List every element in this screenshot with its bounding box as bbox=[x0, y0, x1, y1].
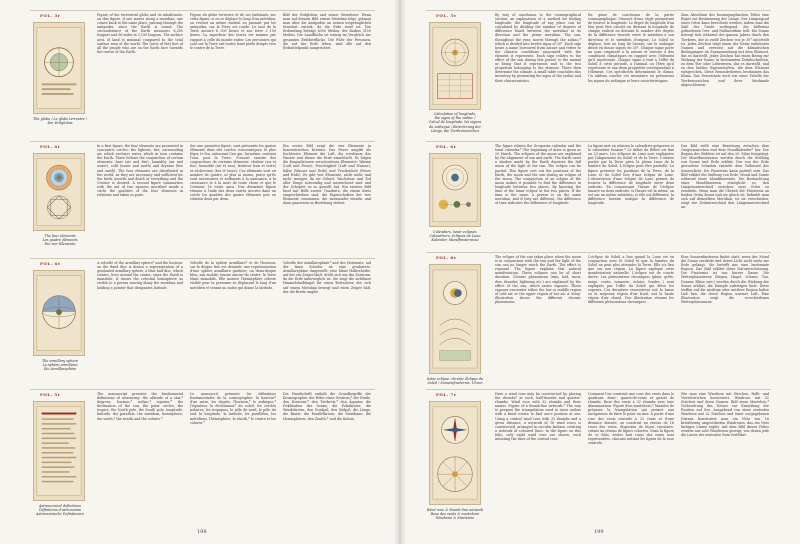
caption-line: Wind rose & thumb-line network bbox=[426, 508, 484, 512]
calendar-figure bbox=[429, 153, 481, 227]
caption-line: Astronomische Definitionen bbox=[36, 512, 84, 517]
row-divider bbox=[426, 252, 771, 253]
caption-line: Définitions d'astronomie bbox=[38, 508, 82, 513]
text-col-fr: La figure met en relation le calendrier grégorien et le calendrier lunaire.* Le début du Bélier est fixé au 20 mars. Les éclipses de Lune sont expliquées par l'alignement du Soleil et de la Terre. L'ombre portée par la Terre prive la pleine Lune de la lumière du Soleil. L'éclipse peut être partielle. La figure présente les positions de la Terre, de la Lune et du Soleil lors d'une éclipse de Lune. L'observation d'une éclipse de Lune permet de trouver la différence de longitude entre deux endroits. En connaissant l'heure de l'éclipse lunaire en deux endroits, si l'heure est la même, on est sur un même méridien; si elle est différente, la différence horaire indique la différence de longitude. bbox=[588, 144, 674, 206]
figure-caption bbox=[422, 112, 488, 133]
text-col-en: A volvelle of the armillary sphere* and the horizon: on the fixed disc is drawn a representation of a graduated armillary sphere, a blue half disc, which rotates, lives around the centre, since the Earth is immobile. It shows the celestial hemisphere as visible to a person moving along the meridian and holding a pointer that designates latitude. bbox=[97, 261, 183, 290]
lunar-eclipse-illustration bbox=[430, 154, 480, 226]
caption-line: Der Erdglobus bbox=[47, 121, 73, 126]
caption-line: Les quatre éléments bbox=[42, 238, 78, 243]
caption-line: Rose des vents & marteloire bbox=[430, 512, 480, 517]
caption-line: Länge, die Tierkreiszeichen bbox=[431, 128, 479, 133]
globe-illustration bbox=[34, 23, 84, 113]
text-col-en: Here a wind rose may be constructed by placing the rhumbs* at each, half-rhumbs and quarter-rhumbs. Wind rose with 32 rhumbs and their names. Figure of a thumb-line network.* The way to prepare the triangulation used to issue sailors with a fixed course to find one's position at sea. Using a central wind rose with 32 rhumbs and a given distance, a network of 16 wind roses is constructed, arranged in circular fashion, creating a network of coloured lines. In the figure on this folio, only eight wind rose are shown, each initiating the lines of the central rose. bbox=[495, 392, 581, 442]
caption-line: The globe / Le globe terrestre / bbox=[33, 117, 87, 121]
row-divider bbox=[426, 141, 771, 142]
folio-label: FOL. 3r bbox=[40, 13, 61, 18]
text-col-de: Die Handschrift enthält die Grundbegriffe der Kosmographie: die Höhe eines Gestirns,* die Grade, den Horizont,* den Tierkreis,* den Äquator, die Deklination der Sonne, die Polarkreise, die Wendekreise, den Nordpol, den Südpol, die Länge, die Breite, die Parallelkreise, die Meridiane, die Hemisphären, den Zenith,* und die Kolure. bbox=[283, 392, 371, 421]
text-col-de: Wie man eine Windrose mit Strichen, Halb- und Viertelstrichen konstruiert. Windrose mit 32 Strichen und ihren Namen. Bild eines Marteloio.* Vorbereitung des Netzes zur Ermittlung der Position auf See. Ausgehend von einer zentralen Windrose mit 32 Strichen und einer vorgegebenen Distanz konstruiert man ein Netz von 16 kreisförmig angeordneten Windrosen, das ein Netz farbiger Linien ergibt. Auf dem Bild dieses Folios werden nur acht Windrosen gezeigt, von denen jede die Linien der zentralen Rose fortführt. bbox=[681, 392, 769, 437]
definitions-figure bbox=[33, 401, 85, 501]
longitude-figure bbox=[429, 22, 481, 110]
text-col-fr: En guise de conclusion de la partie cosmographique: l'énoncé d'une règle permettant de trouver la longitude. Le degré de longitude d'un lieu peut être calculé en divisant la longitude de chaque endroit en divisant le nombre des degrés de la différence trouvée entre le méridien à son direction et le méridien d'origine. Le Soleil se déplace, tout au long de l'année, sur le zodiaque divisé en douze signes de 30°. Chaque signe porte un nom emprunté à la nature et renvoie à des conditions climatiques en rapport avec l'élément qu'il représente. Chaque signe a trait à l'effet du Soleil à cette période, à l'animal ou l'être qu'il représente et aux deux propriétés correspondant à l'élément. Ces spécificités déterminent le climat. Un tableau conclut cet inventaire en présentant les signes du zodiaque et leurs caractéristiques. bbox=[588, 13, 674, 83]
text-col-en: The manuscript presents the fundamental definitions of astronomy: the altitude of a star,* degrees, horizon,* zodiac,* equator,* the declination of the sun, the polar circles, the tropics, the North pole, the South pole, longitude, latitude, the parallels, the meridian, hemisphere, the north,* the zenith and the colures.* bbox=[97, 392, 183, 421]
page-number: 199 bbox=[594, 529, 604, 535]
right-page bbox=[401, 0, 800, 544]
text-col-fr: Figure du globe terrestre et de ses habitants: sur cette figure, si on se déplace le long d'un méridien, on revient au même endroit en passant par les antipodes, car la Terre est ronde. Le tour de la Terre mesure 6 300 lieues et son terre 3 150 lieues. La superficie des terres est minime par rapport à celle du monde entier. Les personnes qui sont sur la Terre ont toutes leurs pieds dirigés vers le centre de la Terre. bbox=[190, 13, 276, 50]
text-col-de: Zum Abschluss des kosmographischen Teiles eine Regel zur Bestimmung der Länge: Der Längengrad eines Ortes kann berechnet werden, indem man die Zahl der Grade vorliegend, die Differenz gefundenen Orts- und Nullmeridian teilt. Die Sonne bewegt sich während des ganzen Jahres durch den Tierkreis, der in zwölf Zeichen von je 30° unterteilt ist. Jedes Zeichen trägt einen der Natur entlehnten Namen und verweist auf die klimatischen Bedingungen im Zusammenhang mit dem Element, das es darstellt. Jedes Zeichen hat einen Bezug zur Wirkung der Sonne in bestimmten Zeitabschnitten, zu dem Tier oder Lebewesen, das es darstellt, und zu den beiden Eigenschaften, die dem Element entsprechen. Diese Besonderheiten bestimmen das Klima. Das Verzeichnis wird von einer Tabelle der Tierkreiszeichen und ihrer Merkmale abgeschlossen. bbox=[681, 13, 769, 87]
caption-line: Die Armillarsphäre bbox=[43, 367, 77, 372]
solar-eclipse-illustration bbox=[430, 265, 480, 373]
folio-label: FOL. 6r bbox=[436, 144, 457, 149]
caption-line: Calculation of longitude, bbox=[433, 112, 477, 116]
text-col-en: In a first figure, the four elements are presented in concentric circles: the lightest, fire, surrounding air, which encloses water, which in turn contains the Earth. There follows the conjunction of certain elements: heat (air and fire), humidity (air and water), cold (water and earth) and dryness (fire and earth). The four elements are distributed in the world, as they are necessary and sufficient for the birth, growth and death of everything and the Creator is desired. A second figure summarises with the aid of two squares inscribed inside a circle the qualities of the four elements in relations and taken in pairs. bbox=[97, 144, 183, 198]
row-divider bbox=[30, 141, 375, 142]
elements-illustration bbox=[34, 154, 84, 230]
caption-line: La sphère armillaire bbox=[42, 363, 78, 368]
figure-caption bbox=[28, 234, 92, 247]
page-number: 198 bbox=[197, 529, 207, 535]
elements-figure bbox=[33, 153, 85, 231]
text-col-de: Eine Sonnenfinsternis findet statt, wenn der Mond die Sonne verdeckt und deren Licht nicht mehr zur Erde gelangt. Sie betrifft nur eine bestimmte Region. Das Bild erklärt diese Naturerscheinung. Die Finsternis ist von kurzer Dauer. Die Wetterphänomene (Regen, Hagel, Schnee, Tau, Donner, Blitze usw.) werden durch die Wirkung der Sonne erklärt, die Dämpfe aufsteigen lässt. Diese treffen auf die niedrige oder mittlere Region kalter Luft bzw. die obere Region warmer Luft. Eine Illustration zeigt die verschiedenen Wetterphänomene. bbox=[681, 255, 769, 305]
row-divider bbox=[426, 389, 771, 390]
folio-label: FOL. 4v bbox=[40, 261, 61, 266]
text-col-fr: L'éclipse de Soleil a lieu quand la Lune est en conjonction avec le Soleil et que la lumière du Soleil ne peut plus atteindre la Terre. Elle n'a lieu que sur une région. La figure explique cette manifestation naturelle. L'éclipse est de courte durée. Les phénomènes chroniques (pluie, grêle, neige, rosée, tonnerre, éclairs, foudre...) sont expliqués par l'effet du Soleil qui élève les vapeurs. Ces dernières rencontrent soit la basse ou la moyenne région d'air froid, soit la haute région d'air chaud. Une illustration résume les différents phénomènes chroniques. bbox=[588, 255, 674, 305]
caption-line: the signs of the zodiac / bbox=[434, 116, 476, 121]
folio-label: FOL. 4r bbox=[40, 144, 61, 149]
row-divider bbox=[30, 10, 375, 11]
text-col-en: Figure of the terrestrial globe and its inhabitants: on this figure, if one moves along a meridian, one comes back to the same place, passing through the antipodes, since the Earth is round. The circumference of the Earth measures 6,300 leagues and 96 miles in 3,150 leagues. The surface area of land is minimal compared to the total surface area of the world. The [ratio of the] foot of all the people who are on the Earth face towards the centre of the Earth. bbox=[97, 13, 183, 54]
folio-label: FOL. 6v bbox=[436, 255, 457, 260]
figure-caption bbox=[422, 508, 488, 521]
globe-figure bbox=[33, 22, 85, 114]
row-divider bbox=[426, 10, 771, 11]
figure-caption bbox=[28, 359, 92, 372]
caption-line: Calendars, lunar eclipses bbox=[433, 230, 477, 234]
figure-caption bbox=[422, 377, 488, 385]
wind-rose-figure bbox=[429, 401, 481, 505]
caption-line: Die vier Elemente bbox=[44, 242, 76, 247]
text-col-fr: Comment l'on construit une rose des vents dans le quadrant, demi-, quarts-de-vents et quarts de rhumbs. Rose des vents à 32 rhumbs avec leur dénomination. Figure d'un marteloire.* Manière de préparer la triangulation qui permet aux navigateurs de faire le point en mer. À partir d'une rose des vents centrale à 32 vents et d'une distance donnée, on construit un réseau de 16 roses des vents, disposées de façon circulaire, créant un réseau de lignes colorées. Dans la figure de ce folio, seules huit roses des vents sont représentées, chacune initiant les lignes de la rose centrale. bbox=[588, 392, 674, 446]
armillary-illustration bbox=[34, 271, 84, 355]
figure-caption bbox=[422, 230, 488, 243]
armillary-figure bbox=[33, 270, 85, 356]
text-col-de: Volvelle der Armillarsphäre* und des Horizonts: auf der fixen Scheibe ist eine graduierte, Armillarsphäre dargestellt; eine blaue Halbscheibe, auf der ein Zeiger läuft, dreht sich um das Zentrum, da die Erde unbeweglich ist. Sie zeigt die sichtbare Himmelshalbkugel für einen Betrachter, der sich auf einem Meridian bewegt und einen Zeiger hält, der die Breite angibt. bbox=[283, 261, 371, 294]
text-col-fr: Volvelle de la sphère armillaire* et de l'horizon: sur le disque fixe est dessinée une représentation d'une sphère armillaire graduée; un demi-disque bleu, mis mobile, tourne autour du centre, la Terre étant immobile. Elle montre l'hémisphère céleste visible pour la personne se déplaçant le long d'un méridien et tenant un index qui donne la latitude. bbox=[190, 261, 276, 290]
text-col-de: Das Bild stellt eine Beziehung zwischen dem Gregorianischen und dem Mondkalender* her. Der Beginn des Widders ist auf den 20. März festgelegt. Die Mondfinsternisse werden durch die Stellung von Sonne und Erde erklärt. Der von der Erde geworfene Schatten entzieht dem Vollmond das Sonnenlicht. Die Finsternis kann partiell sein. Das Bild erklärt die Stellung von Erde, Mond und Sonne während einer Mondfinsternis. Die Beobachtung einer Mondfinsternis ermöglicht es, den Längenunterschied zwischen zwei Orten zu ermitteln. Wenn man die Uhrzeit der Finsternis an beiden Orten kennt und sie gleich ist, befindet man sich auf demselben Meridian; ist sie verschieden, zeigt der Zeitunterschied den Längenunterschied an. bbox=[681, 144, 769, 210]
left-page bbox=[0, 0, 399, 544]
caption-line: Solar eclipse, chronic Éclipse du bbox=[426, 377, 484, 381]
caption-line: Windrose & Marteloio bbox=[435, 516, 475, 521]
text-col-en: The figure relates the Gregorian calendar and the tonal calendar.* The beginning of Aries is given as 20 March. The eclipses of the moon are explained by the alignment of sun and earth. The Earth casts a shadow made by the Earth deprives the full moon of the light of the sun. The eclipse can be partial. This figure sets out the positions of the Earth, the moon and the sun during an eclipse of the moon. The conjunction of an eclipse of the moon makes it possible to find the difference in longitude between two places. By knowing the time of the lunar eclipse at the two places, if the time is the same, a person is on the same meridian, and if they are different, the difference of time indicates the difference of longitude. bbox=[495, 144, 581, 206]
folio-label: FOL. 5v bbox=[436, 13, 457, 18]
text-col-de: Bild der Erdglobus und seiner Bewohner: Wenn man auf diesem Bild einem Meridian folgt, gelangt man über die Antipoden an seinen ursprünglichen Standort zurück, da die Erde rund ist. Der Erdumfang beträgt 6300 Meilen, der Radius 3150 Meilen. Die Landfläche ist winzig im Vergleich zur gesamten Erdoberfläche. Die Füße der Personen, die auf der Erde leben, sind alle auf den Erdmittelpunkt ausgerichtet. bbox=[283, 13, 371, 50]
caption-line: Soleil / Sonnenfinsternis, Uhren bbox=[427, 381, 483, 386]
caption-line: The armillary sphere bbox=[41, 359, 78, 363]
caption-line: Kalender, Mondfinsternisse bbox=[431, 238, 479, 243]
text-col-en: The eclipse of the sun takes place when the moon is in conjunction with the sun and the light of the sun can no longer reach the Earth. The effect is regional. The figure explains this natural manifestation. These eclipses can be of short duration. Chronic phenomena (rain, hail, snow, dew, thunder, lightning etc.) are explained by the effect of the sun, which raises vapours. These vapours encounter either the low or middle region of cold air, or the upper region of hot air. A 'stray' illustration shows the different chronic phenomena. bbox=[495, 255, 581, 305]
caption-line: du zodiaque / Berechnung der bbox=[428, 124, 481, 129]
caption-line: Astronomical definitions bbox=[39, 504, 81, 508]
text-col-fr: Sur une première figure, sont présentés les quatre éléments dans des cercles concentriques: le plus léger, le feu, entourant l'air qui, lui-même, contient l'eau, puis la Terre. S'ensuit ensuite des conjonctions de certains éléments: chaleur (air et feu), humidité (air et eau), froideur (eau et terre) et sécheresse (feu et terre). Ces éléments sont en nombre de quatre, ni plus ni moins, parce qu'ils sont nécessaires et suffisants à la naissance, à la croissance et à la mort de toute chose et que le Créateur l'a voulu ainsi. Une deuxième figure résume à l'aide des deux carrés inscrits dans un cercle les qualités des quatre éléments pris en relation deux par deux. bbox=[190, 144, 276, 202]
zodiac-illustration bbox=[430, 23, 480, 109]
caption-line: The four elements bbox=[44, 234, 76, 238]
solar-eclipse-figure bbox=[429, 264, 481, 374]
row-divider bbox=[30, 389, 375, 390]
folio-label: FOL. 5r bbox=[40, 392, 61, 397]
wind-rose-illustration bbox=[430, 402, 480, 504]
text-col-de: Ein erstes Bild zeigt die vier Elemente in konzentrischen Kreisen: Das Feuer umgibt als leichtestes Element die Luft, die wiederum das Wasser und dieses die Erde umschließt. Es folgen die Konjunktionen verschiedener Elemente: Wärme (Luft und Feuer), Feuchtigkeit (Luft und Wasser), Kälte (Wasser und Erde) und Trockenheit (Feuer und Erde). Es gibt vier Elemente, nicht mehr und nicht weniger, da sie Geburt, Wachstum und Tod aller Dinge notwendig und ausreichend sind und der Schöpfer es so gewollt hat. Ein zweites Bild fasst mit Hilfe zweier Quadrate, die einem Kreis eingeschrieben sind, die Eigenschaften der vier Elemente zusammen, die zueinander einzeln und dann paarweise in Beziehung stehen. bbox=[283, 144, 371, 206]
text-col-fr: Le manuscrit présente les définitions fondamentales de la cosmographie: la hauteur* d'un astre, les degrés, l'horizon,* le zodiaque,* l'équateur, la déclinaison* du soleil, les cercles polaires, les tropiques, le pôle du nord, le pôle du sud, la longitude, la latitude, les parallèles, les méridiens, l'hémisphère, le zénith,* le centre et les colures.* bbox=[190, 392, 276, 425]
figure-caption bbox=[28, 117, 92, 125]
row-divider bbox=[30, 258, 375, 259]
definitions-illustration bbox=[34, 402, 84, 500]
folio-label: FOL. 7r bbox=[436, 392, 457, 397]
caption-line: Calendriers, éclipses de Lune bbox=[429, 234, 481, 239]
caption-line: Calcul de longitude, les signes bbox=[428, 120, 482, 125]
figure-caption bbox=[28, 504, 92, 517]
text-col-en: By way of conclusion to the cosmographical section, an explanation of a method for finding longitude: the longitude of any place can be calculated by dividing the number of degrees of difference found between the meridian at its direction and the prime meridian. The sun, throughout the year, moves through the zodiac,* which is divided into twelve signs of 30°. Each sign bears a name borrowed from nature and refers to the climatic conditions associated with the element it represents. Each sign relates to the effect of the sun during this period, to the animal or being that it represents and to the two properties belonging to the element. There then determine the climate. A small table concludes this inventory by presenting the signs of the zodiac and their characteristics. bbox=[495, 13, 581, 83]
